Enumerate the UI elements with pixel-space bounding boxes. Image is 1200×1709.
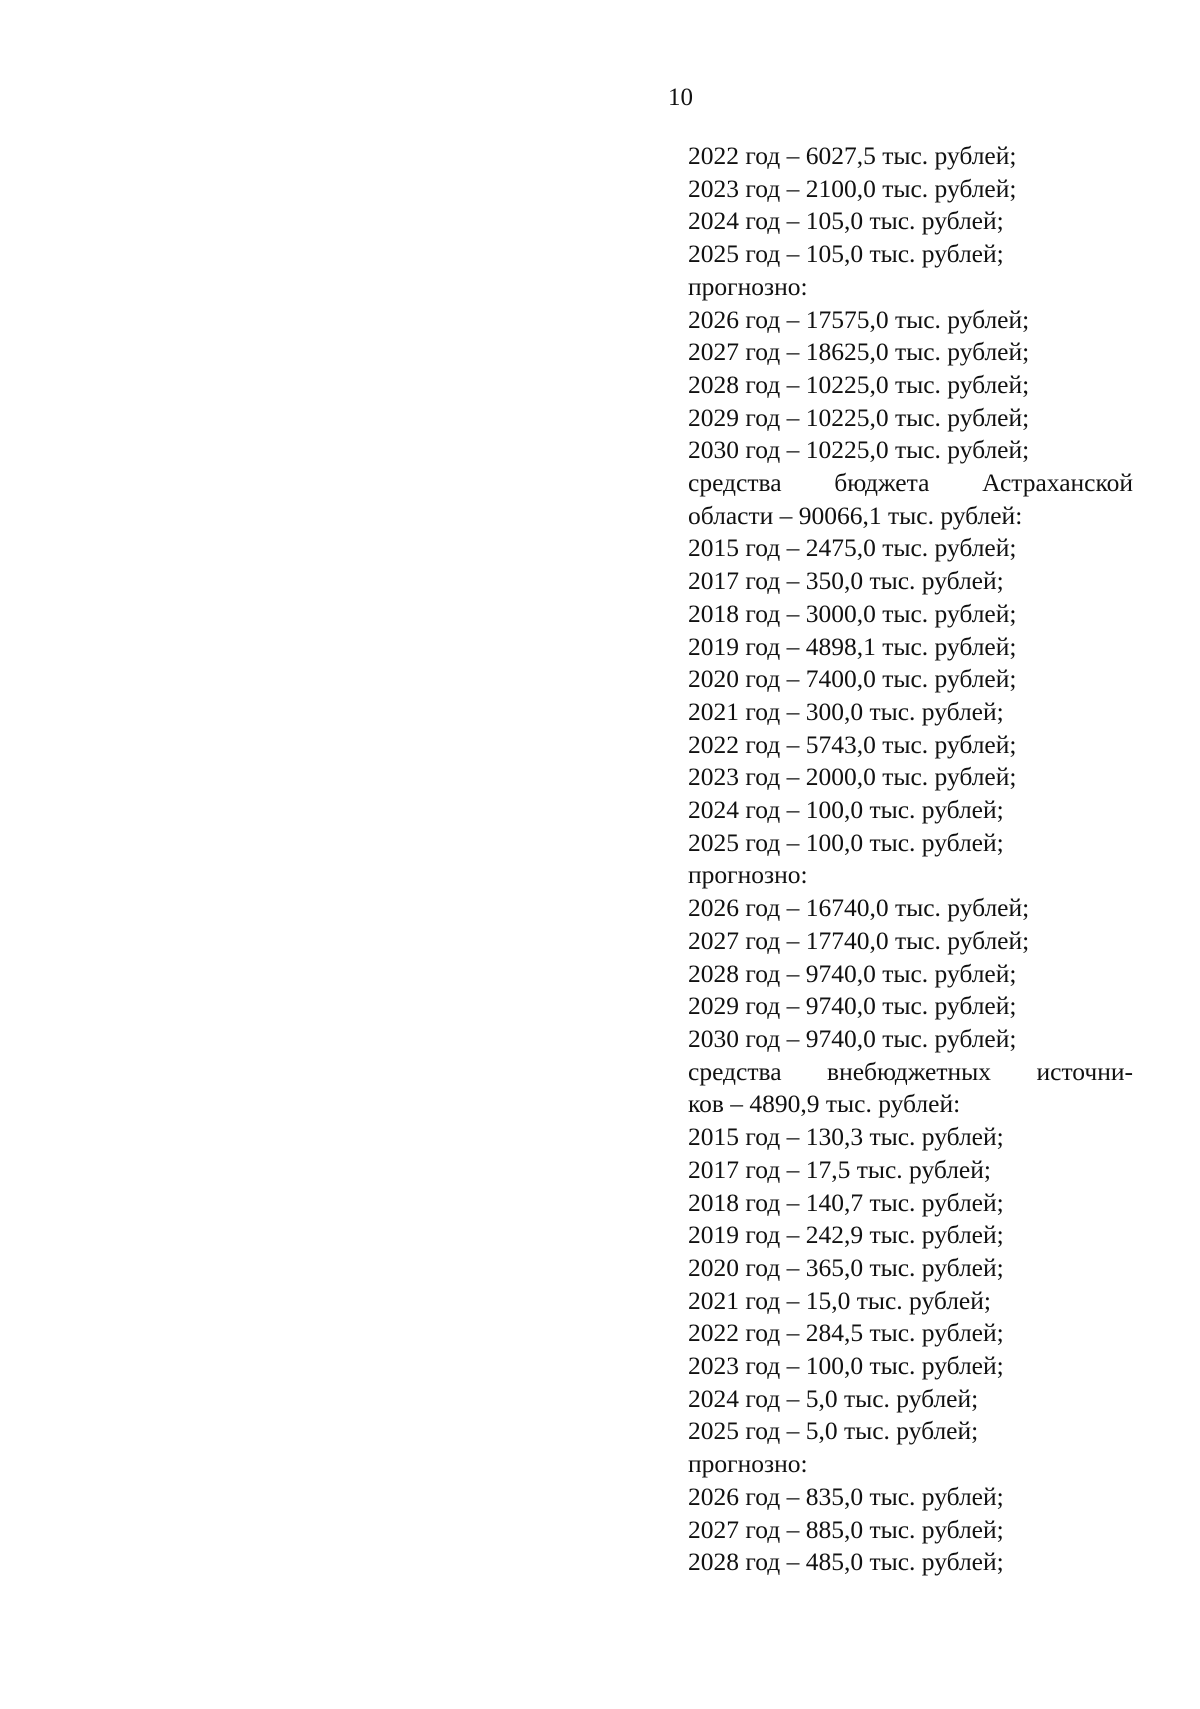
text-line: 2030 год – 9740,0 тыс. рублей;	[688, 1023, 1017, 1053]
text-line: 2021 год – 15,0 тыс. рублей;	[688, 1285, 991, 1315]
text-line: 2026 год – 16740,0 тыс. рублей;	[688, 893, 1030, 923]
text-line: 2025 год – 100,0 тыс. рублей;	[688, 827, 1004, 857]
page-number: 10	[668, 84, 693, 111]
text-line: 2025 год – 105,0 тыс. рублей;	[688, 239, 1004, 269]
text-line: 2027 год – 18625,0 тыс. рублей;	[688, 337, 1030, 367]
text-line: области – 90066,1 тыс. рублей:	[688, 500, 1023, 530]
text-line: 2028 год – 10225,0 тыс. рублей;	[688, 369, 1030, 399]
financing-text-column	[688, 140, 1133, 1579]
text-line: 2025 год – 5,0 тыс. рублей;	[688, 1416, 979, 1446]
section-heading-extrabudgetary: средства внебюджетных источни-	[688, 1056, 1133, 1086]
section-heading-regional-budget: средства бюджета Астраханской	[688, 468, 1133, 498]
text-line: 2027 год – 17740,0 тыс. рублей;	[688, 925, 1030, 955]
text-line: 2020 год – 7400,0 тыс. рублей;	[688, 664, 1017, 694]
text-line: 2018 год – 140,7 тыс. рублей;	[688, 1187, 1004, 1217]
text-line: 2017 год – 350,0 тыс. рублей;	[688, 566, 1004, 596]
text-line: 2030 год – 10225,0 тыс. рублей;	[688, 435, 1030, 465]
text-line: 2026 год – 17575,0 тыс. рублей;	[688, 304, 1030, 334]
text-line: 2019 год – 242,9 тыс. рублей;	[688, 1220, 1004, 1250]
text-line: прогнозно:	[688, 271, 808, 301]
text-line: 2024 год – 100,0 тыс. рублей;	[688, 795, 1004, 825]
text-line: 2023 год – 2100,0 тыс. рублей;	[688, 173, 1017, 203]
text-line: ков – 4890,9 тыс. рублей:	[688, 1089, 961, 1119]
text-line: 2018 год – 3000,0 тыс. рублей;	[688, 598, 1017, 628]
text-line: 2022 год – 5743,0 тыс. рублей;	[688, 729, 1017, 759]
text-line: 2024 год – 105,0 тыс. рублей;	[688, 206, 1004, 236]
text-line: 2022 год – 6027,5 тыс. рублей;	[688, 141, 1017, 170]
text-line: 2028 год – 9740,0 тыс. рублей;	[688, 958, 1017, 988]
text-line: 2023 год – 2000,0 тыс. рублей;	[688, 762, 1017, 792]
text-line: прогнозно:	[688, 860, 808, 890]
text-line: 2027 год – 885,0 тыс. рублей;	[688, 1514, 1004, 1544]
text-line: 2019 год – 4898,1 тыс. рублей;	[688, 631, 1017, 661]
text-line: 2024 год – 5,0 тыс. рублей;	[688, 1383, 979, 1413]
text-line: 2015 год – 2475,0 тыс. рублей;	[688, 533, 1017, 563]
text-line: 2017 год – 17,5 тыс. рублей;	[688, 1154, 991, 1184]
text-line: 2023 год – 100,0 тыс. рублей;	[688, 1351, 1004, 1381]
text-line: 2015 год – 130,3 тыс. рублей;	[688, 1122, 1004, 1152]
text-line: 2029 год – 9740,0 тыс. рублей;	[688, 991, 1017, 1021]
text-line: 2028 год – 485,0 тыс. рублей;	[688, 1547, 1004, 1577]
text-line: 2026 год – 835,0 тыс. рублей;	[688, 1481, 1004, 1511]
text-line: 2020 год – 365,0 тыс. рублей;	[688, 1252, 1004, 1282]
text-line: 2029 год – 10225,0 тыс. рублей;	[688, 402, 1030, 432]
text-line: 2022 год – 284,5 тыс. рублей;	[688, 1318, 1004, 1348]
text-line: 2021 год – 300,0 тыс. рублей;	[688, 696, 1004, 726]
text-line: прогнозно:	[688, 1449, 808, 1479]
